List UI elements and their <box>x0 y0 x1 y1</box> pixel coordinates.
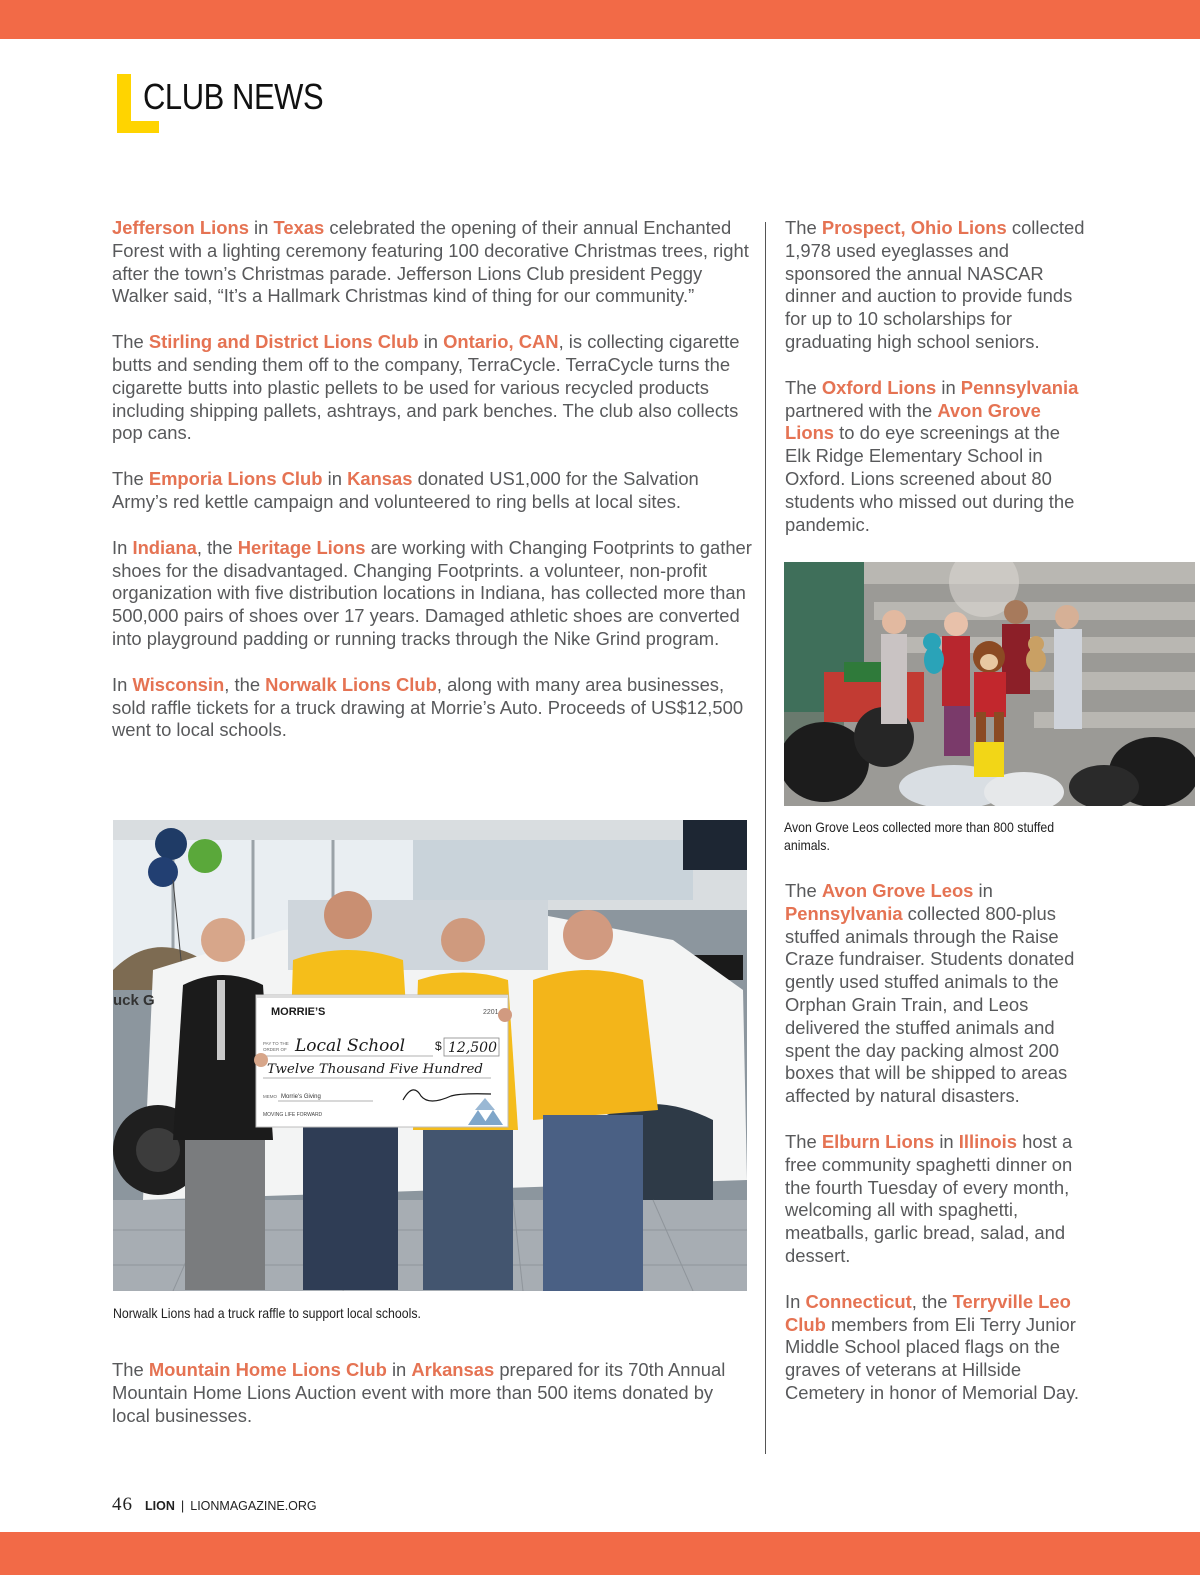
check-tagline: MOVING LIFE FORWARD <box>263 1112 323 1118</box>
news-item-oxford: The Oxford Lions in Pennsylvania partnered with the Avon Grove Lions to do eye screenings at the Elk Ridge Elementary School in Oxford. Lions screened about 80 students who missed out during the pandemic. <box>785 376 1079 535</box>
check-payto-label-2: ORDER OF <box>263 1047 287 1052</box>
news-item-avon-grove: The Avon Grove Leos in Pennsylvania collected 800-plus stuffed animals through the Raise Craze fundraiser. Students donated gently used stuffed animals to the Orphan Grain Train, and Leos delivered the stuffed animals and spent the day packing almost 200 boxes that will be shipped to areas affected by natural disasters. <box>785 880 1075 1107</box>
check-number: 2201 <box>483 1009 499 1016</box>
column-divider <box>765 222 766 1454</box>
bottom-color-bar <box>0 1532 1200 1575</box>
check-payee: Local School <box>295 1036 406 1056</box>
check-payto-label-1: PAY TO THE <box>263 1041 289 1046</box>
photo-caption-norwalk: Norwalk Lions had a truck raffle to support local schools. <box>113 1305 421 1321</box>
page-number: 46 <box>112 1494 133 1515</box>
news-item-elburn: The Elburn Lions in Illinois host a free community spaghetti dinner on the fourth Tuesday of every month, welcoming all with spaghetti, meatballs, garlic bread, salad, and dessert. <box>785 1130 1073 1266</box>
top-color-bar <box>0 0 1200 39</box>
check-memo-label: MEMO <box>263 1094 277 1099</box>
check-amount-words: Twelve Thousand Five Hundred <box>267 1062 483 1077</box>
news-item-mountain-home: The Mountain Home Lions Club in Arkansas prepared for its 70th Annual Mountain Home Lions Auction event with more than 500 items donated by local businesses. <box>112 1359 726 1426</box>
truck-decal-text: uck G <box>113 992 155 1009</box>
photo-stuffed-animals <box>784 562 1195 806</box>
check-brand: MORRIE’S <box>271 1006 326 1018</box>
check-memo: Morrie's Giving <box>281 1094 321 1100</box>
news-item-terryville: In Connecticut, the Terryville Leo Club members from Eli Terry Junior Middle School placed flags on the graves of veterans at Hillside Cemetery in honor of Memorial Day. <box>785 1290 1080 1403</box>
photo-caption-avon-grove: Avon Grove Leos collected more than 800 stuffed animals. <box>784 819 1055 853</box>
check-amount: 12,500 <box>448 1040 497 1056</box>
magazine-url-link[interactable]: LIONMAGAZINE.ORG <box>190 1499 317 1513</box>
footer-separator: | <box>180 1498 185 1513</box>
news-item-norwalk: In Wisconsin, the Norwalk Lions Club, along with many area businesses, sold raffle tickets for a truck drawing at Morrie’s Auto. Proceeds of US$12,500 went to local schools. <box>112 673 744 741</box>
news-item-prospect: The Prospect, Ohio Lions collected 1,978 used eyeglasses and sponsored the annual NASCAR dinner and auction to provide funds for up to 10 scholarships for graduating high school seniors. <box>785 217 1085 352</box>
left-column <box>112 217 752 765</box>
news-item-jefferson: Jefferson Lions in Texas celebrated the opening of their annual Enchanted Forest with a lighting ceremony featuring 100 decorative Christmas trees, right after the town’s Christmas parade. Jefferson Lions Club president Peggy Walker said, “It’s a Hallmark Christmas kind of thing for our community.” <box>112 217 749 307</box>
check-currency: $ <box>435 1039 442 1053</box>
news-item-emporia: The Emporia Lions Club in Kansas donated US1,000 for the Salvation Army’s red kettle campaign and volunteered to ring bells at local sites. <box>112 468 699 512</box>
photo-check-presentation <box>113 820 747 1291</box>
magazine-name: LION <box>145 1499 175 1513</box>
news-item-heritage: In Indiana, the Heritage Lions are working with Changing Footprints to gather shoes for the disadvantaged. Changing Footprints. a volunteer, non-profit organization with five distribution locations in Indiana, has collected more than 500,000 pairs of shoes over 17 years. Damaged athletic shoes are converted into playground padding or running tracks through the Nike Grind program. <box>112 536 752 649</box>
page-footer <box>112 1494 317 1516</box>
right-column-top <box>785 217 1090 559</box>
news-item-stirling: The Stirling and District Lions Club in Ontario, CAN, is collecting cigarette butts and sending them off to the company, TerraCycle. TerraCycle turns the cigarette butts into plastic pellets to be used for various recycled products including shipping pallets, ashtrays, and park benches. The club also collects pop cans. <box>112 331 740 444</box>
section-title: CLUB NEWS <box>143 76 324 117</box>
right-column-bottom <box>785 880 1090 1428</box>
